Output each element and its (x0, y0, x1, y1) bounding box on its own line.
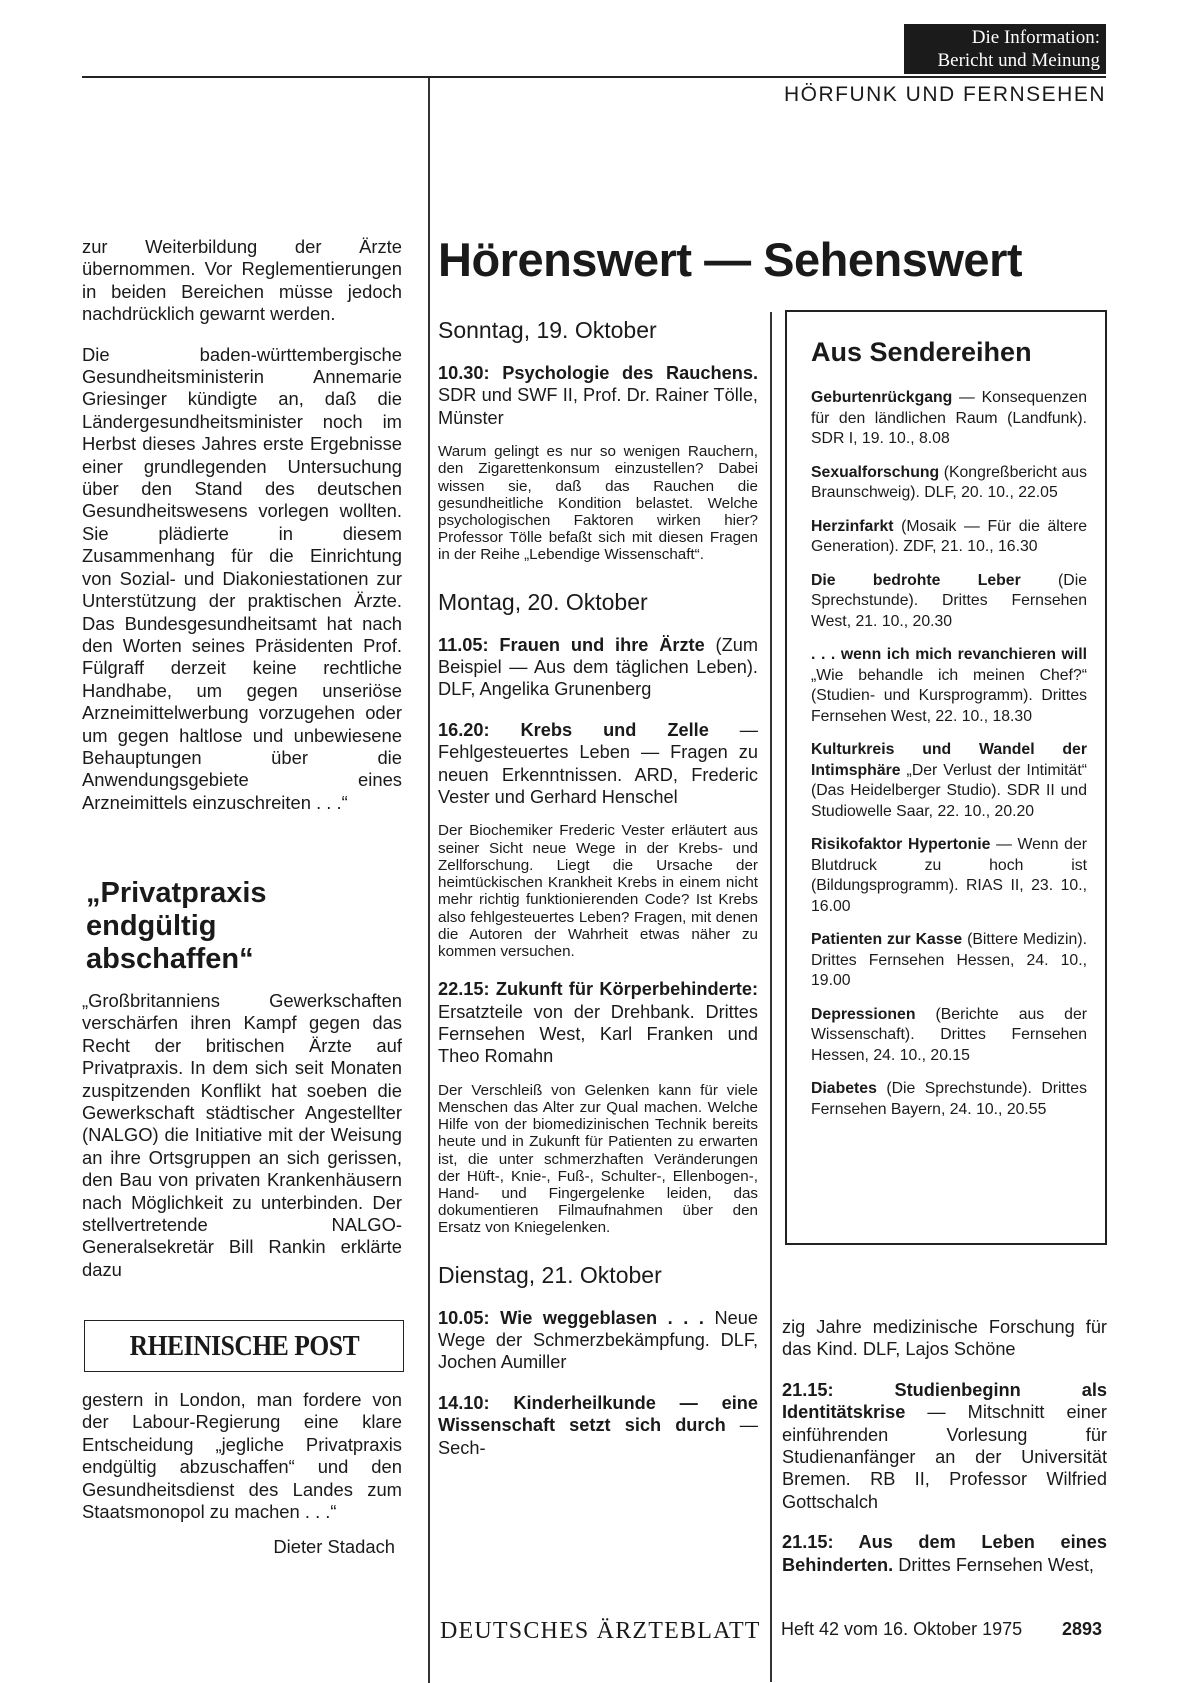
series-item-title: Kulturkreis und Wandel der Intimsphäre (811, 741, 1087, 779)
series-item-details: (Berichte aus der Wissenschaft). Drittes Fernsehen Hessen, 24. 10., 20.15 (811, 1005, 1087, 1064)
program-details: — Fehlgesteuertes Leben — Fragen zu neuen Erkenntnissen. ARD, Frederic Vester und Gerhard Henschel (438, 719, 758, 808)
series-item (811, 645, 1087, 727)
day-heading-monday: Montag, 20. Oktober (438, 588, 648, 615)
series-item-details: (Bittere Medizin). Drittes Fernsehen Hessen, 24. 10., 19.00 (811, 931, 1087, 989)
section-badge (904, 24, 1106, 74)
series-item (811, 517, 1087, 558)
program-time-title: 22.15: Zukunft für Körperbehinderte: (438, 979, 758, 1000)
column-divider-left (428, 78, 430, 1683)
journal-name: DEUTSCHES ÄRZTEBLATT (440, 1618, 761, 1644)
left-column-top (82, 236, 402, 814)
program-entry (438, 1392, 758, 1459)
series-item (811, 1005, 1087, 1067)
series-item-title: Patienten zur Kasse (811, 931, 963, 948)
program-time-title: 21.15: Aus dem Leben eines Behinderten. (782, 1532, 1107, 1575)
header-rule (82, 76, 1106, 78)
program-time-title: 14.10: Kinderheilkunde — eine Wissenschaft setzt sich durch (438, 1392, 758, 1436)
program-details: Neue Wege der Schmerzbekämpfung. DLF, Jochen Aumiller (438, 1307, 758, 1373)
series-item (811, 835, 1087, 917)
program-time-title: 10.05: Wie weggeblasen . . . (438, 1307, 704, 1328)
day-heading-tuesday: Dienstag, 21. Oktober (438, 1261, 662, 1288)
program-details: SDR und SWF II, Prof. Dr. Rainer Tölle, Münster (438, 385, 758, 428)
program-entry (438, 978, 758, 1068)
series-item (811, 571, 1087, 633)
program-time-title: 10.30: Psychologie des Rauchens. (438, 363, 758, 383)
page-title: Hörenswert — Sehenswert (438, 233, 1023, 286)
program-time-title: 21.15: Studienbeginn als Identitätskrise (782, 1379, 1107, 1423)
program-details: — Sech- (438, 1415, 758, 1458)
series-item-details: (Kongreßbericht aus Braunschweig). DLF, 20. 10., 22.05 (811, 463, 1087, 501)
series-box-title: Aus Sendereihen (811, 337, 1032, 367)
series-item-details: (Die Sprechstunde). Drittes Fernsehen Bayern, 24. 10., 20.55 (811, 1080, 1087, 1118)
series-item-title: Geburtenrückgang (811, 389, 953, 406)
right-column-lower (782, 1316, 1107, 1594)
program-time-title: 11.05: Frauen und ihre Ärzte (438, 634, 705, 655)
left-paragraph-2: Die baden-württembergische Gesundheitsministerin Annemarie Griesinger kündigte an, daß die Ländergesundheitsminister noch im Herbst dieses Jahres erste Ergebnisse einer grundlegenden Untersuchung über den Stand des deutschen Gesundheitswesens vorlegen wollten. Sie plädierte in diesem Zusammenhang für die Einrichtung von Sozial- und Diakoniestationen zur Unterstützung der praktischen Ärzte. Das Bundesgesundheitsamt hat nach den Worten seines Präsidenten Prof. Fülgraff derzeit keine rechtliche Handhabe, um gegen unseriöse Arzneimittelwerbung vorzugehen oder um gegen haltlose und unbewiesene Behauptungen über die Anwendungsgebiete eines Arzneimittels einzuschreiten . . .“ (82, 343, 402, 813)
series-item-title: Diabetes (811, 1080, 877, 1097)
program-entry (782, 1379, 1107, 1513)
left-paragraph-3: „Großbritanniens Gewerkschaften verschärfen ihren Kampf gegen das Recht der britischen Ärzte auf Privatpraxis. In dem sich seit Monaten zuspitzenden Konflikt hat soeben die Gewerkschaft städtischer Angestellter (NALGO) die Initiative mit der Weisung an ihre Ortsgruppen an sich gerissen, den Bau von privaten Krankenhäusern nach Möglichkeit zu unterbinden. Der stellvertretende NALGO-Generalsekretär Bill Rankin erklärte dazu (82, 990, 402, 1280)
series-item-details: (Mosaik — Für die ältere Generation). ZDF, 21. 10., 16.30 (811, 517, 1087, 555)
program-description: Der Biochemiker Frederic Vester erläutert aus seiner Sicht neue Wege in der Krebs- und Zellforschung. Liegt die Ursache der heimtückischen Krankheit Krebs in einem nicht mehr richtig funktionierenden Code? Ist Krebs also fehlgesteuertes Leben? Fragen, mit denen die Autoren der Wahrheit etwas näher zu kommen versuchen. (438, 822, 758, 960)
left-column-bottom (82, 1389, 402, 1523)
series-item-details: „Der Verlust der Intimität“ (Das Heidelberger Studio). SDR II und Studiowelle Saar, 22. 10., 20.20 (811, 761, 1087, 820)
series-item-details: „Wie behandle ich meinen Chef?“ (Studien- und Kursprogramm). Drittes Fernsehen West, 22. 10., 18.30 (811, 666, 1087, 725)
series-item (811, 388, 1087, 450)
series-item (811, 930, 1087, 992)
left-paragraph-1: zur Weiterbildung der Ärzte übernommen. Vor Reglementierungen in beiden Bereichen müsse jedoch nachdrücklich gewarnt werden. (82, 236, 402, 325)
series-item-title: Sexualforschung (811, 463, 940, 481)
series-box (785, 310, 1107, 1245)
left-paragraph-4: gestern in London, man fordere von der Labour-Regierung eine klare Entscheidung „jegliche Privatpraxis endgültig abzuschaffen“ und den Gesundheitsdienst des Landes zum Staatsmonopol zu machen . . .“ (82, 1389, 402, 1523)
series-item-title: Herzinfarkt (811, 517, 894, 535)
program-description: Warum gelingt es nur so wenigen Rauchern, den Zigarettenkonsum einzustellen? Dabei wissen sie, daß das Rauchen die gesundheitliche Kondition belastet. Welche psychologischen Faktoren wirken hier? Professor Tölle befaßt sich mit diesen Fragen in der Reihe „Lebendige Wissenschaft“. (438, 443, 758, 564)
series-item-details: — Wenn der Blutdruck zu hoch ist (Bildungsprogramm). RIAS II, 23. 10., 16.00 (811, 836, 1087, 915)
program-details: Ersatzteile von der Drehbank. Drittes Fernsehen West, Karl Franken und Theo Romahn (438, 1001, 758, 1067)
program-entry (438, 362, 758, 429)
program-entry (438, 1307, 758, 1374)
series-item (811, 1079, 1087, 1120)
day-heading-sunday: Sonntag, 19. Oktober (438, 317, 657, 343)
left-heading: „Privatpraxis endgültig abschaffen“ (86, 877, 267, 975)
middle-column (438, 316, 758, 1459)
badge-line-1: Die Information: (971, 27, 1100, 48)
program-entry (782, 1531, 1107, 1576)
right-paragraph-1: zig Jahre medizinische Forschung für das Kind. DLF, Lajos Schöne (782, 1317, 1107, 1360)
series-item-title: Risikofaktor Hypertonie (811, 836, 991, 853)
program-details: — Mitschnitt einer einführenden Vorlesung für Studienanfänger an der Universität Bremen. RB II, Professor Wilfried Gottschalch (782, 1402, 1107, 1512)
series-item-details: — Konsequenzen für den ländlichen Raum (Landfunk). SDR I, 19. 10., 8.08 (811, 389, 1087, 447)
issue-info: Heft 42 vom 16. Oktober 1975 (781, 1619, 1023, 1639)
series-item-details: (Die Sprechstunde). Drittes Fernsehen West, 21. 10., 20.30 (811, 571, 1087, 630)
program-entry (438, 634, 758, 701)
program-time-title: 16.20: Krebs und Zelle (438, 719, 709, 740)
series-item-title: Die bedrohte Leber (811, 571, 1021, 589)
series-item (811, 463, 1087, 504)
series-item (811, 740, 1087, 822)
left-column-middle (82, 990, 402, 1281)
author-name: Dieter Stadach (273, 1536, 395, 1557)
newspaper-logo-text: RHEINISCHE POST (129, 1329, 359, 1362)
newspaper-logo (84, 1320, 404, 1372)
series-item-title: . . . wenn ich mich revanchieren will (811, 646, 1087, 663)
page-number: 2893 (1062, 1619, 1103, 1639)
program-entry (438, 719, 758, 809)
column-divider-right (770, 312, 772, 1682)
program-description: Der Verschleiß von Gelenken kann für viele Menschen das Alter zur Qual machen. Welche Hilfe von der biomedizinischen Technik bereits heute und in Zukunft für Patienten zu erwarten ist, die unter schmerzhaften Veränderungen der Hüft-, Knie-, Fuß-, Schulter-, Ellenbogen-, Hand- und Fingergelenke leiden, das dokumentieren Filmaufnahmen über den Ersatz von Kniegelenken. (438, 1081, 758, 1237)
program-details: Drittes Fernsehen West, (893, 1554, 1094, 1575)
badge-line-2: Bericht und Meinung (937, 50, 1100, 71)
section-label: HÖRFUNK UND FERNSEHEN (783, 83, 1106, 106)
series-item-title: Depressionen (811, 1005, 916, 1023)
program-details: (Zum Beispiel — Aus dem täglichen Leben). DLF, Angelika Grunenberg (438, 634, 758, 700)
